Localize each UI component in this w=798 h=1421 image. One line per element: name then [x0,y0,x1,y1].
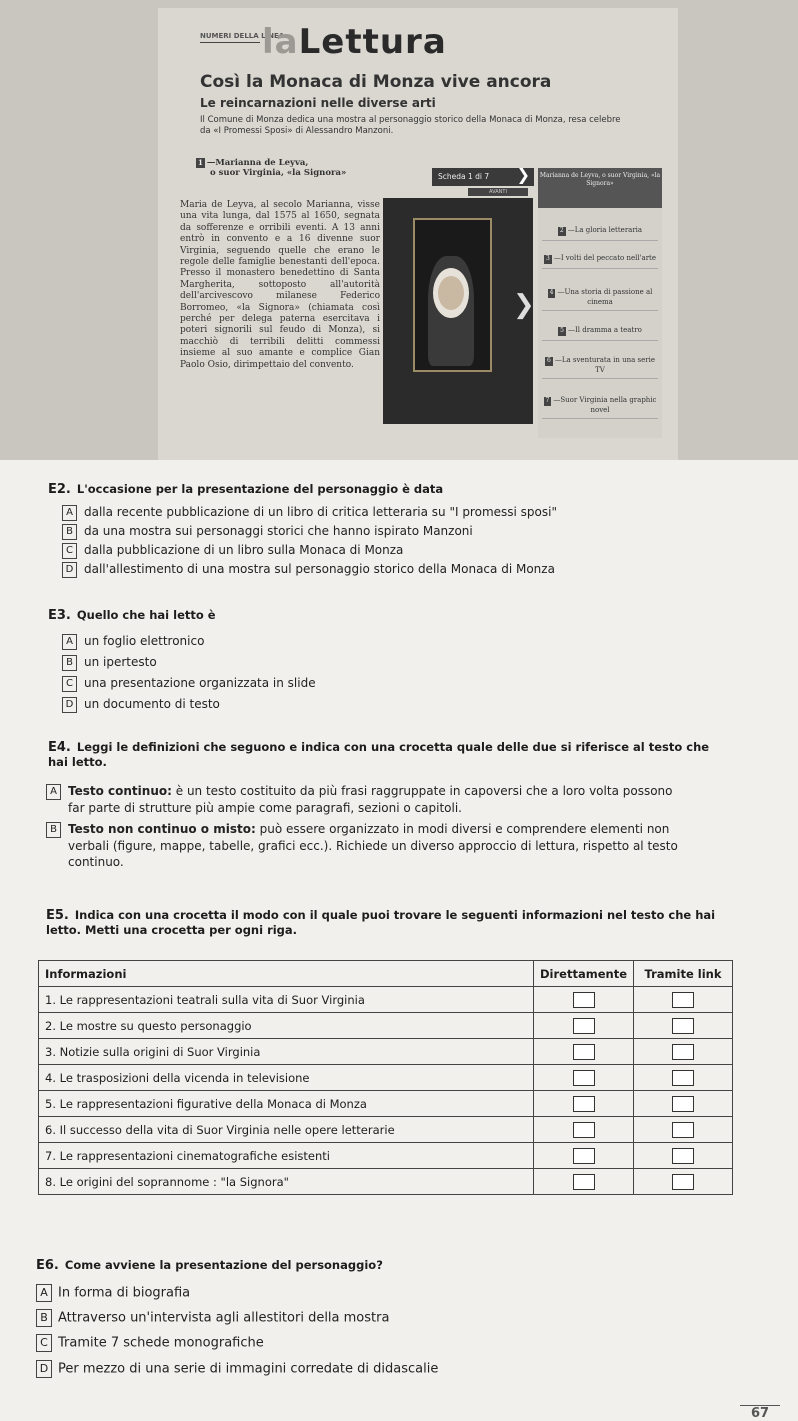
option-key: B [62,524,77,540]
sidebar-label: —La sventurata in una serie TV [554,356,655,374]
cell-direttamente [534,1143,634,1169]
option-key: A [62,505,77,521]
option-text: dall'allestimento di una mostra sul personaggio storico della Monaca di Monza [84,562,555,576]
e4-option-a[interactable] [46,783,726,816]
e3-option-c[interactable] [62,675,316,692]
e5-question [46,908,726,938]
checkbox[interactable] [573,1018,595,1034]
header-informazioni: Informazioni [39,961,534,987]
e2-option-d[interactable] [62,561,555,578]
cell-direttamente [534,1013,634,1039]
e3-option-b[interactable] [62,654,157,671]
article-headline: Così la Monaca di Monza vive ancora [200,72,552,92]
caption-line1: —Marianna de Leyva, [206,158,309,168]
sidebar-number: 6 [547,357,551,364]
option-term: Testo non continuo o misto: [68,822,256,836]
option-text: un documento di testo [84,697,220,711]
cell-direttamente [534,1117,634,1143]
row-label: 2. Le mostre su questo personaggio [39,1013,534,1039]
next-arrow-icon: ❯ [513,290,535,320]
checkbox[interactable] [672,1070,694,1086]
option-continuation: verbali (figure, mappe, tabelle, grafici ecc.). Richiede un diverso approccio di lettura, rispetto al testo continuo. [68,838,678,869]
e2-question [48,482,443,497]
option-text: da una mostra sui personaggi storici che hanno ispirato Manzoni [84,524,473,538]
e4-number: E4. [48,740,71,755]
table-row [39,1065,733,1091]
article-body: Maria de Leyva, al secolo Marianna, visse una vita lunga, dal 1575 al 1650, segnata da sofferenze e orribili eventi. A 13 anni entrò in convento e a 16 divenne suor Virginia, seguendo quelle che erano le regole delle famiglie benestanti dell'epoca. Presso il monastero benedettino di Santa Margherita, sottoposto all'autorità dell'arcivescovo milanese Federico Borromeo, «la Signora» (chiamata così perché per delega paterna esercitava i poteri signorili sul feudo di Monza), si macchiò di terribili delitti commessi insieme al suo amante e complice Gian Paolo Osio, dirimpettaio del convento. [180,200,380,370]
option-key: A [46,784,61,800]
slide-badge [432,165,534,186]
row-label: 6. Il successo della vita di Suor Virginia nelle opere letterarie [39,1117,534,1143]
checkbox[interactable] [573,1096,595,1112]
chevron-right-icon: ❯ [516,165,530,184]
option-key: B [46,822,61,838]
e5-number: E5. [46,908,69,923]
option-text: Attraverso un'intervista agli allestitori della mostra [58,1310,390,1326]
e3-number: E3. [48,608,71,623]
checkbox[interactable] [672,1044,694,1060]
e2-number: E2. [48,482,71,497]
option-text: Tramite 7 schede monografiche [58,1335,264,1351]
table-row [39,1169,733,1195]
section-title [262,22,447,62]
sidebar-number: 2 [559,227,564,234]
e2-option-a[interactable] [62,504,557,521]
sidebar-label: —Una storia di passione al cinema [557,288,653,306]
e2-text: L'occasione per la presentazione del personaggio è data [76,482,444,496]
option-key: B [36,1309,52,1327]
header-tramite-link: Tramite link [634,961,733,987]
option-key: A [36,1284,52,1302]
e6-option-a[interactable] [36,1284,190,1302]
checkbox[interactable] [672,1096,694,1112]
checkbox[interactable] [573,1044,595,1060]
sidebar-item-3 [542,254,658,269]
e6-option-c[interactable] [36,1334,264,1352]
e6-option-d[interactable] [36,1360,438,1378]
checkbox[interactable] [672,1122,694,1138]
checkbox[interactable] [672,1148,694,1164]
e4-text: Leggi le definizioni che seguono e indica con una crocetta quale delle due si riferisce al testo che hai letto. [48,740,710,769]
sidebar-number: 7 [545,397,550,404]
section-title-text: Lettura [298,22,447,62]
section-tagline: NUMERI DELLA LINEA [200,32,284,43]
option-text: un ipertesto [84,655,157,669]
cell-tramite-link [634,1143,733,1169]
option-text: dalla recente pubblicazione di un libro di critica letteraria su "I promessi sposi" [84,505,557,519]
slide-badge-label: Scheda 1 di 7 [438,172,490,181]
caption-number: 1 [198,158,203,167]
sidebar-item-2 [542,226,658,241]
option-text: una presentazione organizzata in slide [84,676,316,690]
e6-text: Come avviene la presentazione del personaggio? [64,1258,383,1272]
option-key: C [62,543,77,559]
table-row [39,1013,733,1039]
checkbox[interactable] [573,992,595,1008]
option-text: Per mezzo di una serie di immagini corredate di didascalie [58,1361,439,1377]
cell-tramite-link [634,987,733,1013]
sidebar-item-5 [542,326,658,341]
sidebar-label: —Il dramma a teatro [568,326,642,334]
checkbox[interactable] [573,1174,595,1190]
checkbox[interactable] [573,1122,595,1138]
checkbox[interactable] [672,992,694,1008]
worksheet [0,460,798,1419]
option-key: D [62,697,77,713]
e6-question [36,1258,383,1273]
option-text: dalla pubblicazione di un libro sulla Monaca di Monza [84,543,404,557]
checkbox[interactable] [573,1070,595,1086]
table-row [39,1091,733,1117]
article-intro: Il Comune di Monza dedica una mostra al personaggio storico della Monaca di Monza, resa celebre da «I Promessi Sposi» di Alessandro Manzoni. [200,115,621,136]
option-key: B [62,655,77,671]
e3-question [48,608,216,623]
e2-option-c[interactable] [62,542,403,559]
row-label: 4. Le trasposizioni della vicenda in televisione [39,1065,534,1091]
table-row [39,1143,733,1169]
option-term: Testo continuo: [68,784,172,798]
e6-number: E6. [36,1258,59,1273]
e5-text: Indica con una crocetta il modo con il quale puoi trovare le seguenti informazioni nel testo che hai letto. Metti una crocetta per ogni riga. [46,908,716,937]
sidebar-label: —I volti del peccato nell'arte [553,254,656,262]
option-continuation: far parte di strutture più ampie come paragrafi, sezioni o capitoli. [68,800,462,815]
table-row [39,1039,733,1065]
option-text: è un testo costituito da più frasi raggruppate in capoversi che a loro volta possono [175,784,673,798]
cell-tramite-link [634,1039,733,1065]
row-label: 1. Le rappresentazioni teatrali sulla vita di Suor Virginia [39,987,534,1013]
sidebar-number: 4 [549,289,554,296]
sidebar-label: —Suor Virginia nella graphic novel [553,396,657,414]
row-label: 7. Le rappresentazioni cinematografiche esistenti [39,1143,534,1169]
sidebar-number: 3 [545,255,550,262]
cell-tramite-link [634,1091,733,1117]
e2-option-b[interactable] [62,523,473,540]
option-key: D [62,562,77,578]
cell-direttamente [534,1169,634,1195]
header-direttamente: Direttamente [534,961,634,987]
cell-direttamente [534,1039,634,1065]
sidebar-item-1: Marianna de Leyva, o suor Virginia, «la Signora» [538,168,662,208]
option-key: C [36,1334,52,1352]
option-text: un foglio elettronico [84,634,205,648]
row-label: 3. Notizie sulla origini di Suor Virginia [39,1039,534,1065]
sidebar-item-7 [542,396,658,419]
table-header-row [39,961,733,987]
page-number: 67 [740,1405,780,1421]
e4-option-b[interactable] [46,821,726,870]
option-text: può essere organizzato in modi diversi e comprendere elementi non [259,822,670,836]
cell-tramite-link [634,1117,733,1143]
e3-text: Quello che hai letto è [76,608,216,622]
checkbox[interactable] [573,1148,595,1164]
portrait-face [438,276,464,310]
article-caption [196,158,386,178]
e4-question [48,740,728,770]
section-prefix: la [262,22,299,62]
sidebar-number: 5 [560,327,564,334]
cell-direttamente [534,987,634,1013]
checkbox[interactable] [672,1018,694,1034]
sidebar-item-4 [542,288,658,311]
cell-tramite-link [634,1065,733,1091]
avanti-button: AVANTI [468,188,528,196]
sidebar-label: —La gloria letteraria [567,226,643,234]
row-label: 5. Le rappresentazioni figurative della Monaca di Monza [39,1091,534,1117]
cell-direttamente [534,1065,634,1091]
cell-direttamente [534,1091,634,1117]
caption-line2: o suor Virginia, «la Signora» [210,168,347,178]
sidebar-item-6 [542,356,658,379]
cell-tramite-link [634,1169,733,1195]
option-key: C [62,676,77,692]
cell-tramite-link [634,1013,733,1039]
e3-option-d[interactable] [62,696,220,713]
table-row [39,987,733,1013]
e3-option-a[interactable] [62,633,204,650]
option-text: In forma di biografia [58,1285,191,1301]
e5-table [38,960,733,1195]
e6-option-b[interactable] [36,1309,389,1327]
article-subheadline: Le reincarnazioni nelle diverse arti [200,96,436,110]
portrait-image [383,198,533,424]
option-key: D [36,1360,52,1378]
row-label: 8. Le origini del soprannome : "la Signora" [39,1169,534,1195]
table-row [39,1117,733,1143]
checkbox[interactable] [672,1174,694,1190]
option-key: A [62,634,77,650]
